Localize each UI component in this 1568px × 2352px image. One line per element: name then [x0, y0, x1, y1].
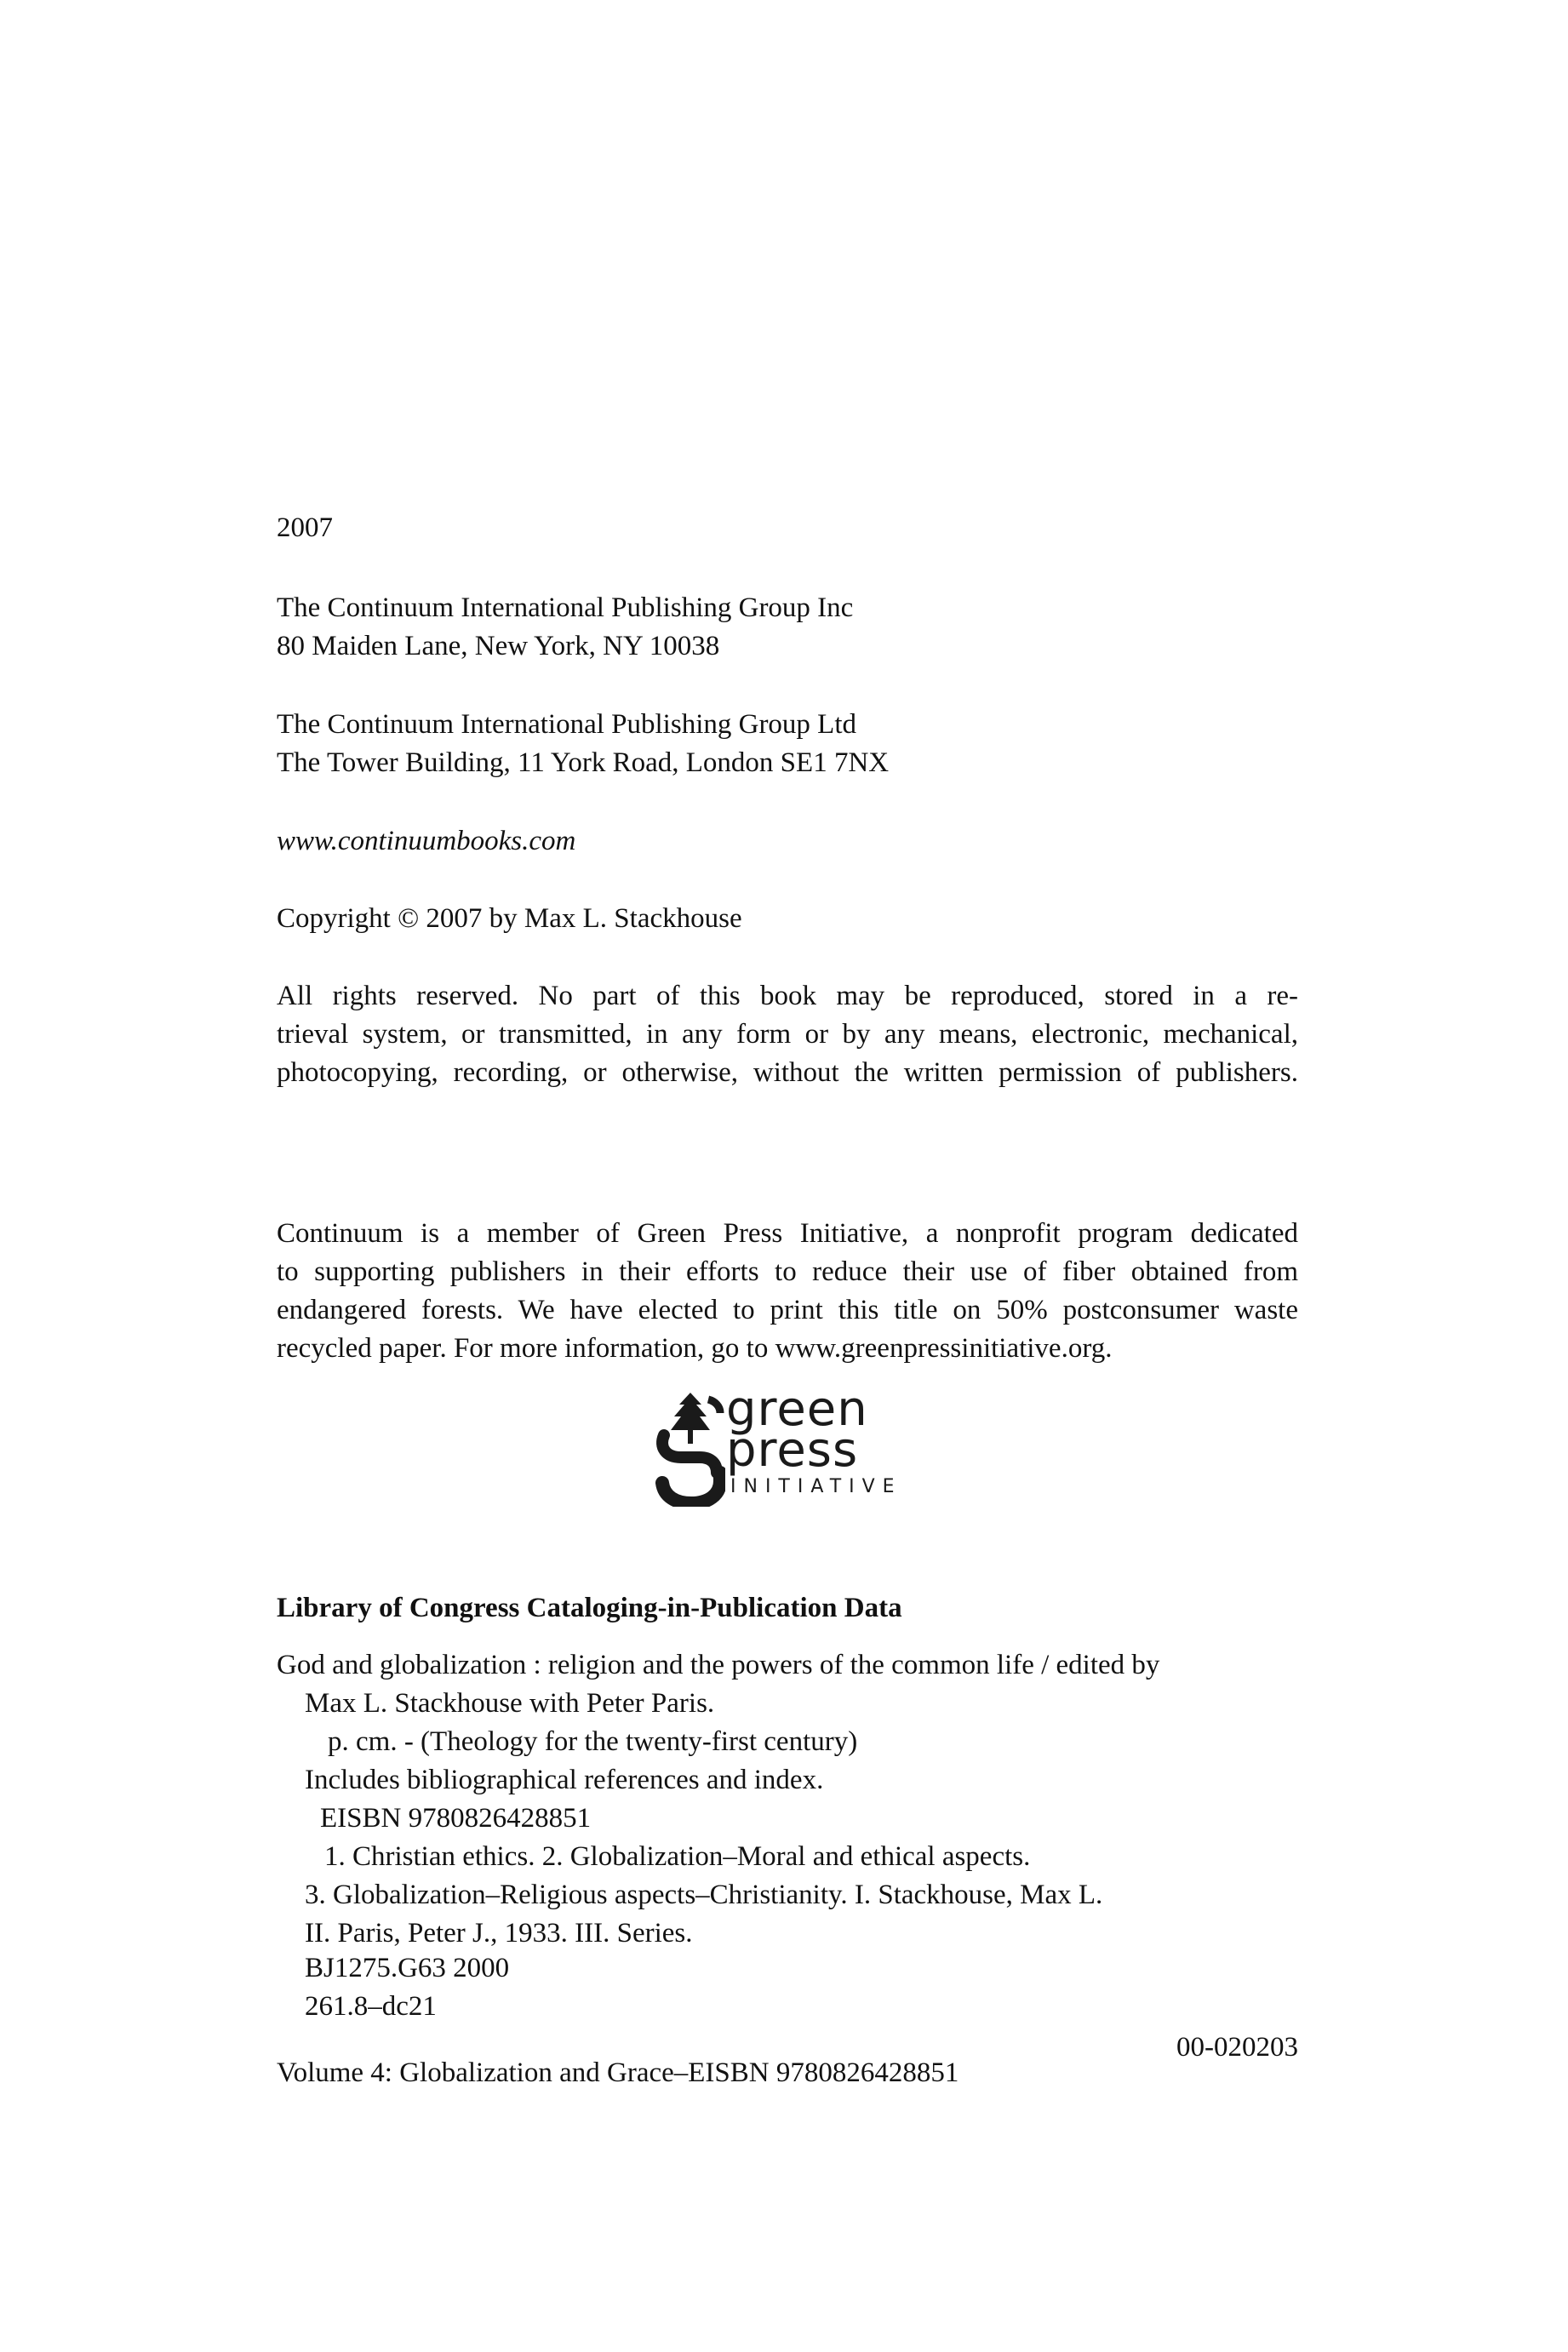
us-publisher-street: 80 Maiden Lane, New York, NY 10038 — [277, 631, 720, 661]
cip-subject-line: II. Paris, Peter J., 1933. III. Series. — [305, 1918, 693, 1949]
uk-publisher-address — [277, 706, 1298, 782]
us-publisher-address — [277, 589, 1298, 666]
rights-line: trieval system, or transmitted, in any form or by any means, electronic, mechanical, — [277, 1019, 1298, 1050]
dewey-number: 261.8–dc21 — [305, 1991, 437, 2022]
us-publisher-name: The Continuum International Publishing Group Inc — [277, 592, 854, 623]
rights-reserved-paragraph — [277, 977, 1298, 1092]
green-press-paragraph — [277, 1215, 1298, 1368]
volume-info: Volume 4: Globalization and Grace–EISBN 9780826428851 — [277, 2057, 959, 2088]
green-press-line: to supporting publishers in their efforts to reduce their use of fiber obtained from — [277, 1256, 1298, 1287]
publisher-website: www.continuumbooks.com — [277, 826, 576, 856]
cip-subject-line: 3. Globalization–Religious aspects–Christianity. I. Stackhouse, Max L. — [305, 1880, 1103, 1910]
green-press-initiative-logo — [655, 1382, 962, 1507]
rights-line: photocopying, recording, or otherwise, without the written permission of publishers. — [277, 1057, 1298, 1088]
lc-class-number: BJ1275.G63 2000 — [305, 1953, 510, 1983]
cip-heading: Library of Congress Cataloging-in-Publication Data — [277, 1593, 902, 1623]
cip-record — [277, 1646, 1298, 1953]
cip-eisbn-line: EISBN 9780826428851 — [320, 1803, 592, 1834]
copyright-notice: Copyright © 2007 by Max L. Stackhouse — [277, 903, 742, 934]
publication-year: 2007 — [277, 512, 333, 543]
cip-editors-line: Max L. Stackhouse with Peter Paris. — [305, 1688, 715, 1719]
green-press-line: recycled paper. For more information, go to www.greenpressinitiative.org. — [277, 1333, 1113, 1364]
cip-subject-line: 1. Christian ethics. 2. Globalization–Moral and ethical aspects. — [324, 1841, 1031, 1872]
cip-includes-line: Includes bibliographical references and index. — [305, 1765, 824, 1795]
rights-line: All rights reserved. No part of this book may be reproduced, stored in a re- — [277, 981, 1298, 1011]
green-press-line: endangered forests. We have elected to print this title on 50% postconsumer waste — [277, 1295, 1298, 1325]
logo-word-press: press — [726, 1422, 859, 1478]
logo-word-initiative: INITIATIVE — [730, 1476, 902, 1497]
cip-series-line: p. cm. - (Theology for the twenty-first century) — [328, 1726, 858, 1757]
classification-numbers — [277, 1949, 1326, 2026]
uk-publisher-name: The Continuum International Publishing Group Ltd — [277, 709, 857, 740]
uk-publisher-street: The Tower Building, 11 York Road, London SE1 7NX — [277, 747, 890, 778]
logo-word-green: green — [726, 1382, 868, 1437]
lccn-number: 00-020203 — [1176, 2032, 1298, 2063]
green-press-line: Continuum is a member of Green Press Initiative, a nonprofit program dedicated — [277, 1218, 1298, 1249]
tree-g-logo-icon — [655, 1388, 725, 1507]
cip-title-line: God and globalization : religion and the powers of the common life / edited by — [277, 1650, 1160, 1680]
